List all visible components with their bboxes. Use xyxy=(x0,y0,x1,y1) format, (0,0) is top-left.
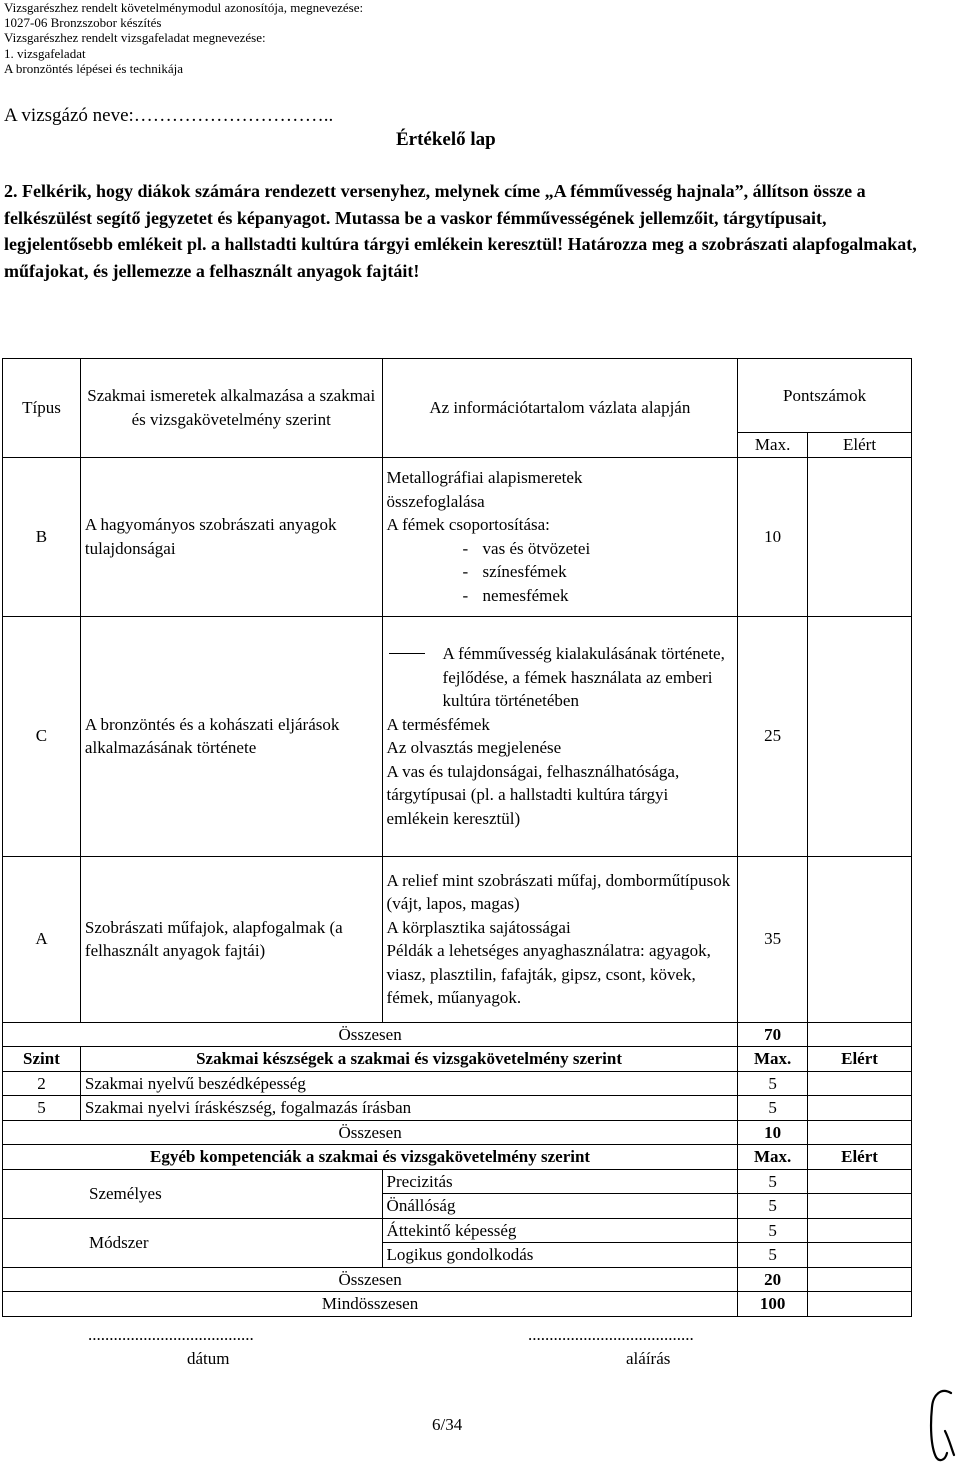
header-line: 1027-06 Bronzszobor készítés xyxy=(4,15,162,31)
outline-line: A relief mint szobrászati műfaj, domborműtípusok (vájt, lapos, magas) xyxy=(386,870,731,913)
grand-total-row xyxy=(3,1292,912,1317)
skills-title: Szakmai készségek a szakmai és vizsgakövetelmény szerint xyxy=(80,1047,737,1072)
other-achieved-header: Elért xyxy=(808,1145,912,1170)
total-label: Összesen xyxy=(3,1120,738,1145)
total-max: 10 xyxy=(738,1120,808,1145)
signature-dots: ....................................... xyxy=(528,1325,694,1344)
row-outline xyxy=(382,856,738,1022)
competency-label: Precizitás xyxy=(382,1169,738,1194)
header-line: Vizsgarészhez rendelt vizsgafeladat megnevezése: xyxy=(4,30,266,46)
competency-max: 5 xyxy=(738,1243,808,1268)
date-label: dátum xyxy=(187,1349,230,1368)
skill-max: 5 xyxy=(738,1096,808,1121)
outline-line: Metallográfiai alapismeretek xyxy=(386,468,583,487)
row-achieved xyxy=(808,856,912,1022)
skills-max-header: Max. xyxy=(738,1047,808,1072)
header-line: 1. vizsgafeladat xyxy=(4,45,86,61)
metal-groups-list xyxy=(387,537,734,608)
row-max: 35 xyxy=(738,856,808,1022)
row-outline xyxy=(382,457,738,616)
table-row xyxy=(3,616,912,856)
page-number: 6/34 xyxy=(432,1415,463,1434)
total-achieved xyxy=(808,1120,912,1145)
total-row xyxy=(3,1022,912,1047)
outline-line: A fémek csoportosítása: xyxy=(386,515,550,534)
table-row xyxy=(3,457,912,616)
skills-header-row xyxy=(3,1047,912,1072)
competency-group-personal: Személyes xyxy=(3,1169,383,1218)
outline-line: A termésfémek xyxy=(386,714,490,734)
skill-achieved xyxy=(808,1096,912,1121)
skill-row xyxy=(3,1071,912,1096)
sheet-title: Értékelő lap xyxy=(396,129,496,150)
competency-label: Logikus gondolkodás xyxy=(382,1243,738,1268)
competency-achieved xyxy=(808,1169,912,1194)
competency-label: Áttekintő képesség xyxy=(382,1218,738,1243)
row-knowledge: Szobrászati műfajok, alapfogalmak (a felhasznált anyagok fajtái) xyxy=(80,856,382,1022)
outline-line: összefoglalása xyxy=(386,491,485,511)
total-row xyxy=(3,1120,912,1145)
competency-achieved xyxy=(808,1243,912,1268)
competency-max: 5 xyxy=(738,1218,808,1243)
evaluation-table xyxy=(2,358,912,1317)
total-label: Összesen xyxy=(3,1267,738,1292)
total-max: 20 xyxy=(738,1267,808,1292)
header-line: Vizsgarészhez rendelt követelménymodul azonosítója, megnevezése: xyxy=(4,0,364,15)
total-achieved xyxy=(808,1267,912,1292)
other-max-header: Max. xyxy=(738,1145,808,1170)
document-header xyxy=(4,0,363,76)
skills-level-header: Szint xyxy=(3,1047,81,1072)
skill-achieved xyxy=(808,1071,912,1096)
row-knowledge: A hagyományos szobrászati anyagok tulajdonságai xyxy=(80,457,382,616)
list-item: - színesfémek xyxy=(387,560,734,584)
competency-max: 5 xyxy=(738,1169,808,1194)
grand-total-max: 100 xyxy=(738,1292,808,1317)
task-description: 2. Felkérik, hogy diákok számára rendezett versenyhez, melynek címe „A fémművesség hajnala”, állítson össze a felkészülést segítő jegyzetet és képanyagot. Mutassa be a vaskor fémművességének jellemzőit, tárgytípusait, legjelentősebb emlékeit pl. a hallstadti kultúra tárgyi emlékein keresztül! Határozza meg a szobrászati alapfogalmakat, műfajokat, és jellemezze a felhasznált anyagok fajtáit! xyxy=(4,181,917,281)
header-line: A bronzöntés lépései és technikája xyxy=(4,60,184,76)
other-header-row xyxy=(3,1145,912,1170)
list-item: - nemesfémek xyxy=(387,584,734,608)
competency-achieved xyxy=(808,1218,912,1243)
table-row xyxy=(3,856,912,1022)
row-max: 10 xyxy=(738,457,808,616)
header-points: Pontszámok xyxy=(738,359,912,433)
header-knowledge: Szakmai ismeretek alkalmazása a szakmai és vizsgakövetelmény szerint xyxy=(80,359,382,458)
skill-level: 5 xyxy=(3,1096,81,1121)
skill-level: 2 xyxy=(3,1071,81,1096)
row-max: 25 xyxy=(738,616,808,856)
header-outline: Az információtartalom vázlata alapján xyxy=(382,359,738,458)
competency-achieved xyxy=(808,1194,912,1219)
header-achieved: Elért xyxy=(808,433,912,458)
grand-total-label: Mindösszesen xyxy=(3,1292,738,1317)
grand-total-achieved xyxy=(808,1292,912,1317)
date-dots: ....................................... xyxy=(88,1325,254,1344)
skill-label: Szakmai nyelvi íráskészség, fogalmazás írásban xyxy=(80,1096,737,1121)
row-achieved xyxy=(808,457,912,616)
outline-dash-item: A fémművesség kialakulásának története, fejlődése, a fémek használata az emberi kultúra történetében xyxy=(387,642,734,713)
total-label: Összesen xyxy=(3,1022,738,1047)
header-max: Max. xyxy=(738,433,808,458)
signature-label: aláírás xyxy=(626,1349,671,1368)
list-item: - vas és ötvözetei xyxy=(387,537,734,561)
row-knowledge: A bronzöntés és a kohászati eljárások alkalmazásának története xyxy=(80,616,382,856)
competency-label: Önállóság xyxy=(382,1194,738,1219)
competency-group-method: Módszer xyxy=(3,1218,383,1267)
handwritten-signature-mark xyxy=(925,1387,959,1463)
row-type: A xyxy=(3,856,81,1022)
outline-line: Az olvasztás megjelenése xyxy=(386,738,562,757)
skills-achieved-header: Elért xyxy=(808,1047,912,1072)
other-title: Egyéb kompetenciák a szakmai és vizsgakövetelmény szerint xyxy=(3,1145,738,1170)
row-outline xyxy=(382,616,738,856)
outline-line: Példák a lehetséges anyaghasználatra: agyagok, viasz, plasztilin, fafajták, gipsz, csont, kövek, fémek, műanyagok. xyxy=(386,941,711,1007)
row-type: C xyxy=(3,616,81,856)
outline-line: A körplasztika sajátosságai xyxy=(386,917,571,937)
competency-max: 5 xyxy=(738,1194,808,1219)
candidate-name-field: A vizsgázó neve:………………………….. xyxy=(4,105,334,126)
skill-max: 5 xyxy=(738,1071,808,1096)
competency-row xyxy=(3,1169,912,1194)
total-achieved xyxy=(808,1022,912,1047)
competency-row xyxy=(3,1218,912,1243)
skill-label: Szakmai nyelvű beszédképesség xyxy=(80,1071,737,1096)
outline-line: A vas és tulajdonságai, felhasználhatósága, tárgytípusai (pl. a hallstadti kultúra tárgyi emlékein keresztül) xyxy=(386,761,680,828)
skill-row xyxy=(3,1096,912,1121)
row-achieved xyxy=(808,616,912,856)
total-row xyxy=(3,1267,912,1292)
total-max: 70 xyxy=(738,1022,808,1047)
header-type: Típus xyxy=(3,359,81,458)
row-type: B xyxy=(3,457,81,616)
